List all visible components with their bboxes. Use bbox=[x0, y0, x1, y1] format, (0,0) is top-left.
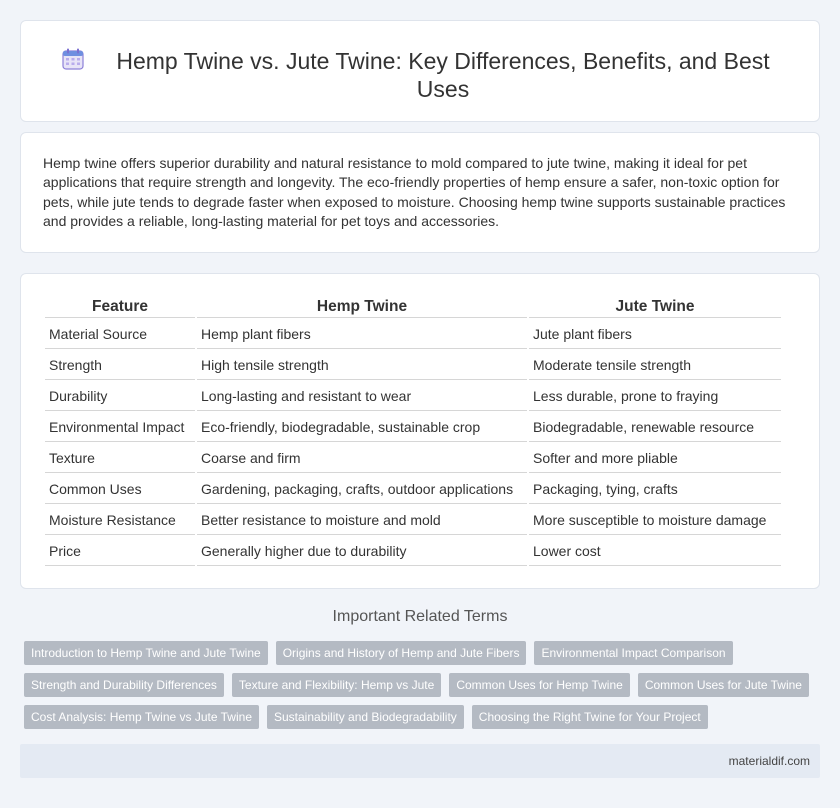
hemp-cell: Gardening, packaging, crafts, outdoor applications bbox=[197, 475, 527, 504]
hemp-cell: High tensile strength bbox=[197, 351, 527, 380]
related-term-tag[interactable]: Common Uses for Jute Twine bbox=[638, 673, 809, 697]
feature-cell: Environmental Impact bbox=[45, 413, 195, 442]
jute-cell: Biodegradable, renewable resource bbox=[529, 413, 781, 442]
related-term-tag[interactable]: Cost Analysis: Hemp Twine vs Jute Twine bbox=[24, 705, 259, 729]
table-row bbox=[45, 475, 781, 504]
jute-cell: Lower cost bbox=[529, 537, 781, 566]
table-row bbox=[45, 506, 781, 535]
hemp-cell: Coarse and firm bbox=[197, 444, 527, 473]
hemp-cell: Long-lasting and resistant to wear bbox=[197, 382, 527, 411]
related-term-tag[interactable]: Sustainability and Biodegradability bbox=[267, 705, 464, 729]
feature-cell: Durability bbox=[45, 382, 195, 411]
related-terms-title: Important Related Terms bbox=[332, 608, 508, 625]
table-row bbox=[45, 351, 781, 380]
feature-cell: Texture bbox=[45, 444, 195, 473]
jute-cell: Packaging, tying, crafts bbox=[529, 475, 781, 504]
tag-row bbox=[24, 673, 824, 697]
comparison-table bbox=[43, 294, 783, 568]
related-term-tag[interactable]: Introduction to Hemp Twine and Jute Twine bbox=[24, 641, 268, 665]
hemp-cell: Better resistance to moisture and mold bbox=[197, 506, 527, 535]
feature-cell: Moisture Resistance bbox=[45, 506, 195, 535]
hemp-cell: Hemp plant fibers bbox=[197, 320, 527, 349]
table-row bbox=[45, 537, 781, 566]
tag-row bbox=[24, 641, 824, 665]
feature-cell: Common Uses bbox=[45, 475, 195, 504]
intro-paragraph: Hemp twine offers superior durability and natural resistance to mold compared to jute twine, making it ideal for pet applications that require strength and longevity. The eco-friendly properties of hemp ensure a safer, non-toxic option for pets, while jute tends to degrade faster when exposed to moisture. Choosing hemp twine supports sustainable practices and provides a reliable, long-lasting material for pet toys and accessories. bbox=[43, 155, 786, 230]
jute-cell: Softer and more pliable bbox=[529, 444, 781, 473]
jute-cell: More susceptible to moisture damage bbox=[529, 506, 781, 535]
site-name[interactable]: materialdif.com bbox=[728, 754, 810, 768]
intro-card bbox=[20, 132, 820, 253]
related-term-tag[interactable]: Choosing the Right Twine for Your Project bbox=[472, 705, 708, 729]
footer bbox=[20, 744, 820, 778]
related-term-tag[interactable]: Common Uses for Hemp Twine bbox=[449, 673, 630, 697]
feature-cell: Price bbox=[45, 537, 195, 566]
tag-row bbox=[24, 705, 824, 729]
table-row bbox=[45, 320, 781, 349]
calendar-icon bbox=[61, 47, 85, 71]
hemp-cell: Eco-friendly, biodegradable, sustainable crop bbox=[197, 413, 527, 442]
jute-cell: Less durable, prone to fraying bbox=[529, 382, 781, 411]
table-row bbox=[45, 382, 781, 411]
related-term-tag[interactable]: Environmental Impact Comparison bbox=[534, 641, 732, 665]
related-terms-list bbox=[24, 641, 824, 737]
table-row bbox=[45, 444, 781, 473]
table-header-row bbox=[45, 296, 781, 318]
column-header-feature: Feature bbox=[45, 296, 195, 318]
related-term-tag[interactable]: Texture and Flexibility: Hemp vs Jute bbox=[232, 673, 441, 697]
column-header-jute: Jute Twine bbox=[529, 296, 781, 318]
column-header-hemp: Hemp Twine bbox=[197, 296, 527, 318]
related-term-tag[interactable]: Strength and Durability Differences bbox=[24, 673, 224, 697]
comparison-card bbox=[20, 273, 820, 589]
feature-cell: Strength bbox=[45, 351, 195, 380]
jute-cell: Moderate tensile strength bbox=[529, 351, 781, 380]
jute-cell: Jute plant fibers bbox=[529, 320, 781, 349]
table-row bbox=[45, 413, 781, 442]
header-card bbox=[20, 20, 820, 122]
page-title: Hemp Twine vs. Jute Twine: Key Differences, Benefits, and Best Uses bbox=[116, 48, 770, 102]
feature-cell: Material Source bbox=[45, 320, 195, 349]
hemp-cell: Generally higher due to durability bbox=[197, 537, 527, 566]
related-term-tag[interactable]: Origins and History of Hemp and Jute Fibers bbox=[276, 641, 527, 665]
